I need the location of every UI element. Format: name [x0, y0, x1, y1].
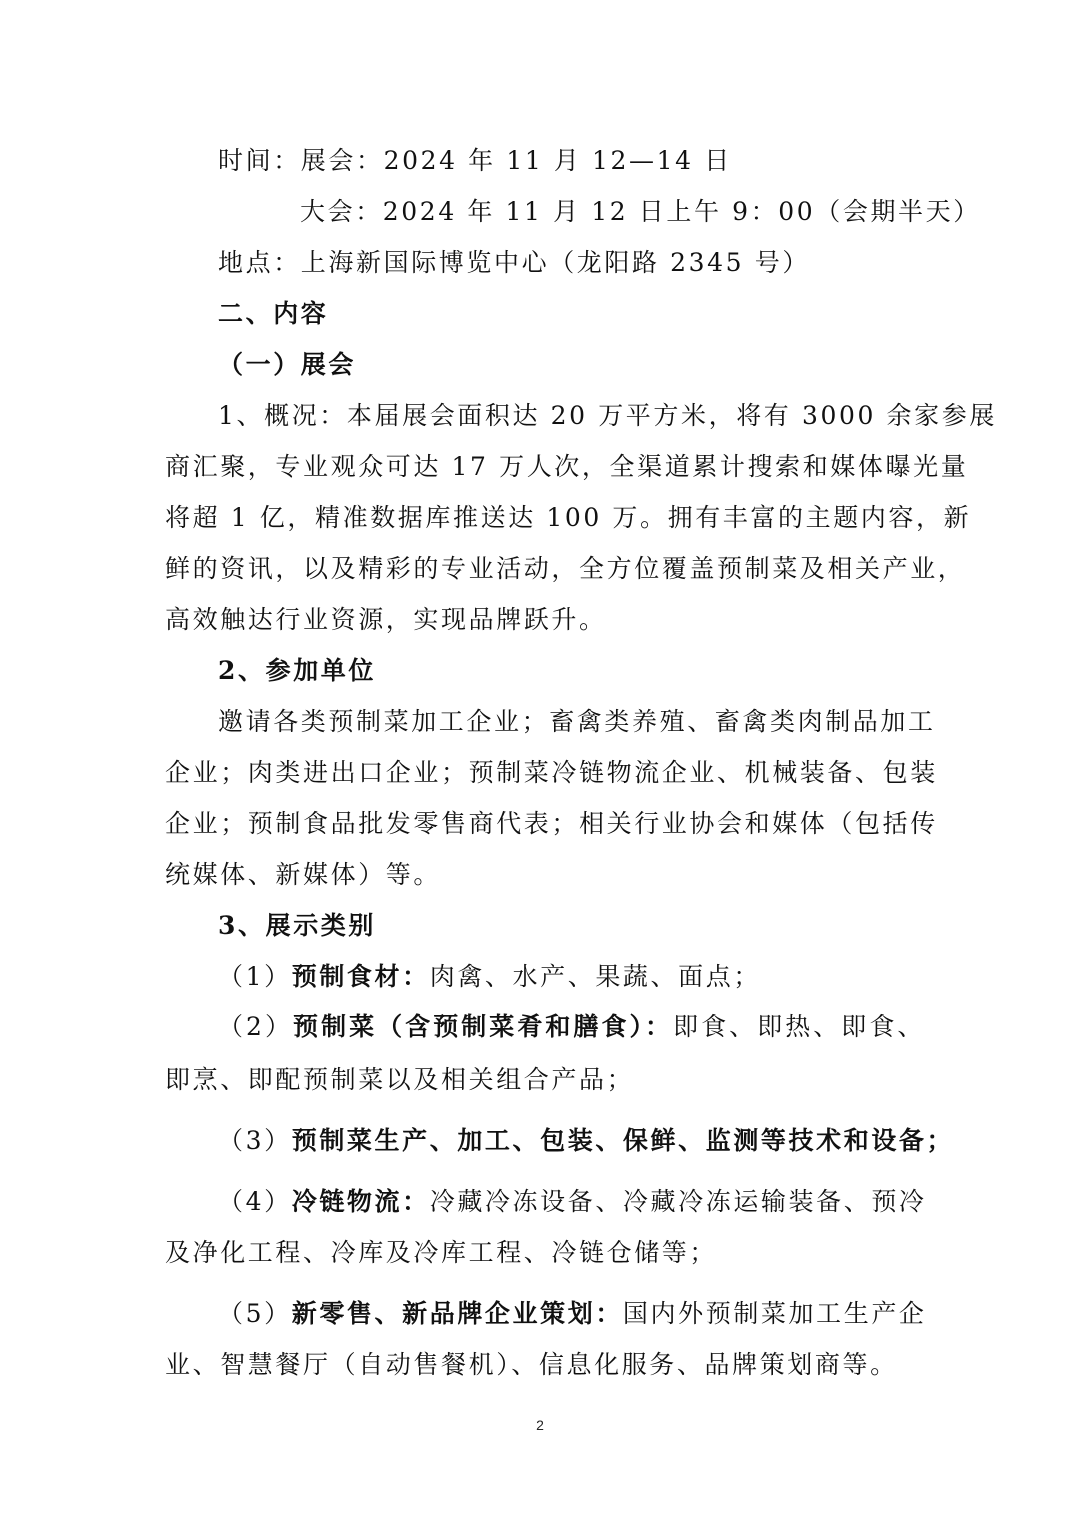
participants-line-2: 企业；肉类进出口企业；预制菜冷链物流企业、机械装备、包装	[165, 758, 938, 787]
category-5-number: （5）	[218, 1299, 292, 1328]
category-5-line-2: 业、智慧餐厅（自动售餐机）、信息化服务、品牌策划商等。	[165, 1350, 898, 1379]
time-line-conference: 大会：2024 年 11 月 12 日上午 9：00（会期半天）	[300, 197, 981, 226]
category-2-number: （2）	[218, 1012, 294, 1041]
category-3	[218, 1124, 955, 1158]
category-3-title: 预制菜生产、加工、包装、保鲜、监测等技术和设备；	[291, 1126, 955, 1155]
category-5-text: 国内外预制菜加工生产企	[622, 1299, 927, 1328]
category-2-title: 预制菜（含预制菜肴和膳食）：	[293, 1012, 674, 1041]
participants-line-4: 统媒体、新媒体）等。	[165, 860, 442, 889]
category-1-text: 肉禽、水产、果蔬、面点；	[429, 962, 761, 991]
category-2-text: 即食、即热、即食、	[673, 1012, 925, 1041]
category-3-number: （3）	[218, 1126, 292, 1155]
page-number: 2	[536, 1417, 544, 1433]
overview-paragraph-line-3: 将超 1 亿，精准数据库推送达 100 万。拥有丰富的主题内容，新	[165, 503, 972, 532]
category-5-line-1	[218, 1297, 925, 1331]
category-4-line-1	[218, 1185, 925, 1219]
category-1-number: （1）	[218, 962, 292, 991]
location-line: 地点：上海新国际博览中心（龙阳路 2345 号）	[218, 248, 810, 277]
overview-paragraph-line-1: 1、概况：本届展会面积达 20 万平方米，将有 3000 余家参展	[218, 401, 997, 430]
category-4-line-2: 及净化工程、冷库及冷库工程、冷链仓储等；	[165, 1238, 718, 1267]
category-4-text: 冷藏冷冻设备、冷藏冷冻运输装备、预冷	[429, 1187, 927, 1216]
participants-line-3: 企业；预制食品批发零售商代表；相关行业协会和媒体（包括传	[165, 809, 938, 838]
overview-paragraph-line-4: 鲜的资讯，以及精彩的专业活动，全方位覆盖预制菜及相关产业，	[165, 554, 966, 583]
category-2-line-2: 即烹、即配预制菜以及相关组合产品；	[165, 1065, 635, 1094]
participants-line-1: 邀请各类预制菜加工企业；畜禽类养殖、畜禽类肉制品加工	[218, 707, 936, 736]
subsection-heading-exhibition: （一）展会	[218, 350, 357, 379]
category-1-title: 预制食材：	[291, 962, 430, 991]
categories-heading: 3、展示类别	[218, 911, 376, 940]
section-heading-content: 二、内容	[218, 299, 329, 328]
category-5-title: 新零售、新品牌企业策划：	[291, 1299, 623, 1328]
overview-paragraph-line-5: 高效触达行业资源，实现品牌跃升。	[165, 605, 607, 634]
time-line-exhibition: 时间：展会：2024 年 11 月 12—14 日	[218, 146, 732, 175]
category-4-number: （4）	[218, 1187, 292, 1216]
category-2-line-1	[218, 1010, 925, 1044]
participants-heading: 2、参加单位	[218, 656, 376, 685]
overview-paragraph-line-2: 商汇聚，专业观众可达 17 万人次，全渠道累计搜索和媒体曝光量	[165, 452, 969, 481]
category-1	[218, 960, 925, 994]
category-4-title: 冷链物流：	[291, 1187, 430, 1216]
